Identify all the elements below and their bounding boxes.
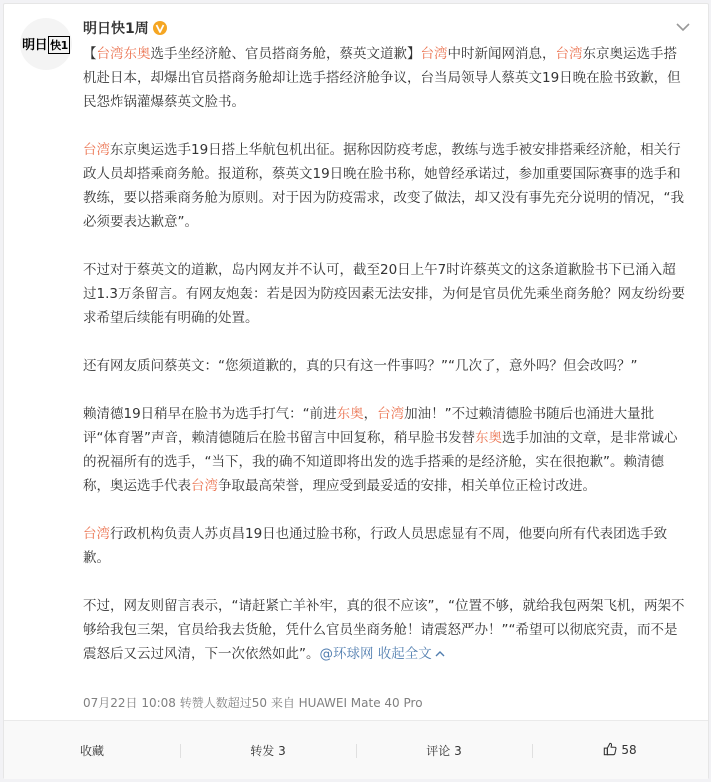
post-paragraph [83,258,687,330]
text-segment: 东京奥运选手19日搭上华航包机出征。据称因防疫考虑，教练与选手被安排搭乘经济舱，相关行政人员却搭乘商务舱。报道称，蔡英文19日晚在脸书称，她曾经承诺过，参加重要国际赛事的选手和教练，要以搭乘商务舱为原则。对于因为防疫需求，改变了做法，却又没有事先充分说明的情况，“我必须要表达歉意”。 [83,142,684,230]
text-segment: 行政机构负责人苏贞昌19日也通过脸书称，行政人员思虑显有不周，他要向所有代表团选手致歉。 [83,526,668,566]
post-paragraph [83,594,687,666]
post-meta: 07月22日 10:08 转赞人数超过50 来自 HUAWEI Mate 40 Pro [83,696,423,710]
text-segment: 中时新闻网消息， [447,46,556,62]
mention-link[interactable]: @环球网 [319,646,374,662]
text-segment: 还有网友质问蔡英文：“您须道歉的，真的只有这一件事吗？”“几次了，意外吗？但会改吗？” [83,358,638,374]
text-segment: 选手坐经济舱、官员搭商务舱，蔡英文道歉】 [150,46,421,62]
author-name-row [83,18,167,38]
post-paragraph [83,402,687,498]
topic-link[interactable]: 东奥 [475,430,502,446]
text-segment: 不过，网友则留言表示，“请赶紧亡羊补牢，真的很不应该”，“位置不够，就给我包两架飞机，两架不够给我包三架，官员给我去货舱，凭什么官员坐商务舱！请震怒严办！”“希望可以彻底究责，而不是震怒后又云过风清，下一次依然如此”。 [83,598,685,662]
verified-badge-icon [153,21,167,35]
topic-link[interactable]: 台湾 [420,46,448,62]
topic-link[interactable]: 台湾 [191,478,218,494]
chevron-down-icon[interactable] [674,18,692,36]
avatar[interactable] [20,18,72,70]
topic-link[interactable]: 台湾 [555,46,583,62]
chevron-up-icon[interactable] [434,648,446,660]
topic-link[interactable]: 台湾 [83,142,110,158]
text-segment: 不过对于蔡英文的道歉，岛内网友并不认可，截至20日上午7时许蔡英文的这条道歉脸书下已涌入超过1.3万条留言。有网友炮轰：若是因为防疫因素无法安排，为何是官员优先乘坐商务舱？网友纷纷要求希望后续能有明确的处置。 [83,262,685,326]
favorite-label: 收藏 [79,743,104,758]
text-segment: 赖清德19日稍早在脸书为选手打气：“前进 [83,406,337,422]
text-segment: 加油！”不过赖清德脸书随后也涌进大量批评“体育署”声音，赖清德随后在脸书留言中回复称，稍早脸书发替 [83,406,655,446]
post-paragraph [83,138,687,234]
post-paragraph [83,354,687,378]
like-count: 58 [621,743,637,757]
thumbs-up-icon [603,742,617,759]
post-paragraph [83,42,687,114]
repost-button[interactable] [180,742,356,759]
topic-link[interactable]: 东奥 [336,406,364,422]
author-name[interactable]: 明日快1周 [83,21,149,37]
like-button[interactable] [532,742,708,759]
topic-link[interactable]: 台湾 [83,526,110,542]
action-bar [4,720,708,779]
favorite-button[interactable] [4,742,180,759]
topic-link[interactable]: 台湾东奥 [96,46,151,62]
text-segment: 东京奥运选手搭机赴日本，却爆出官员搭商务舱却让选手搭经济舱争议，台当局领导人蔡英文19日晚在脸书致歉，但民怨炸锅灌爆蔡英文脸书。 [83,46,681,110]
text-segment: 选手加油的文章，是非常诚心的祝福所有的选手，“当下，我的确不知道即将出发的选手搭乘的是经济舱，实在很抱歉”。赖清德称，奥运选手代表 [83,430,678,494]
weibo-post-card [3,3,709,779]
post-text [83,42,687,690]
text-segment: ， [363,406,378,422]
topic-link[interactable]: 台湾 [377,406,405,422]
repost-label: 转发 3 [250,743,286,758]
comment-label: 评论 3 [426,743,462,758]
avatar-logo: 明日 快1 [22,38,68,53]
text-segment: 【 [83,46,97,62]
text-segment: 争取最高荣誉，理应受到最妥适的安排，相关单位正检讨改进。 [218,478,596,494]
post-paragraph [83,522,687,570]
collapse-full-text-link[interactable]: 收起全文 [377,646,432,662]
comment-button[interactable] [356,742,532,759]
